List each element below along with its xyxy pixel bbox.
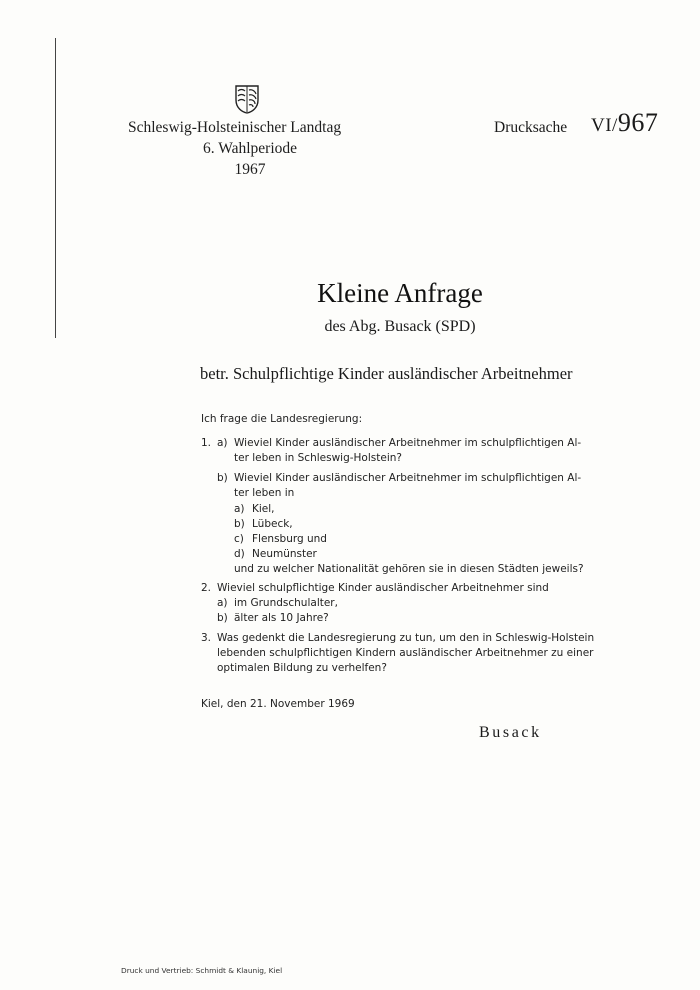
printer-footer: Druck und Vertrieb: Schmidt & Klaunig, Kiel [121,966,283,975]
city-c-label: c) [234,533,244,545]
document-title: Kleine Anfrage [317,278,483,308]
drucksache-prefix: VI/ [591,115,618,136]
q2-text: Wieviel schulpflichtige Kinder ausländischer Arbeitnehmer sind [217,582,549,594]
city-d-label: d) [234,548,245,560]
q1b-label: b) [217,472,228,484]
place-and-date: Kiel, den 21. November 1969 [201,698,355,710]
q1a-label: a) [217,437,228,449]
q3-line-2: lebenden schulpflichtigen Kindern ausländischer Arbeitnehmer zu einer [217,647,594,659]
header-year: 1967 [234,161,266,178]
city-a-name: Kiel, [252,503,275,515]
q2a-label: a) [217,597,228,609]
q3-number: 3. [201,632,212,644]
city-b-name: Lübeck, [252,518,293,530]
q1b-line-2: ter leben in [234,487,295,499]
q2a-text: im Grundschulalter, [234,597,338,609]
city-c-name: Flensburg und [252,533,327,545]
drucksache-label: Drucksache [494,119,568,136]
q1a-line-2: ter leben in Schleswig-Holstein? [234,452,402,464]
city-d-name: Neumünster [252,548,317,560]
electoral-period: 6. Wahlperiode [202,140,298,157]
document-subtitle: des Abg. Busack (SPD) [324,318,476,335]
drucksache-number [591,108,658,138]
city-a-label: a) [234,503,245,515]
q1-number: 1. [201,437,212,449]
q1b-closing: und zu welcher Nationalität gehören sie in diesen Städten jeweils? [234,563,584,575]
q1b-line-1: Wieviel Kinder ausländischer Arbeitnehmer im schulpflichtigen Al- [234,472,582,484]
q2-number: 2. [201,582,212,594]
institution-name: Schleswig-Holsteinischer Landtag [128,119,342,136]
q2b-text: älter als 10 Jahre? [234,612,329,624]
coat-of-arms-icon [234,84,260,114]
drucksache-digits: 967 [617,108,659,137]
q3-line-3: optimalen Bildung zu verhelfen? [217,662,387,674]
margin-rule [55,38,56,338]
city-b-label: b) [234,518,245,530]
signature: Busack [479,724,542,741]
document-subject: betr. Schulpflichtige Kinder ausländischer Arbeitnehmer [200,364,573,383]
q1a-line-1: Wieviel Kinder ausländischer Arbeitnehmer im schulpflichtigen Al- [234,437,582,449]
intro-text: Ich frage die Landesregierung: [201,413,363,425]
q2b-label: b) [217,612,228,624]
q3-line-1: Was gedenkt die Landesregierung zu tun, um den in Schleswig-Holstein [217,632,595,644]
